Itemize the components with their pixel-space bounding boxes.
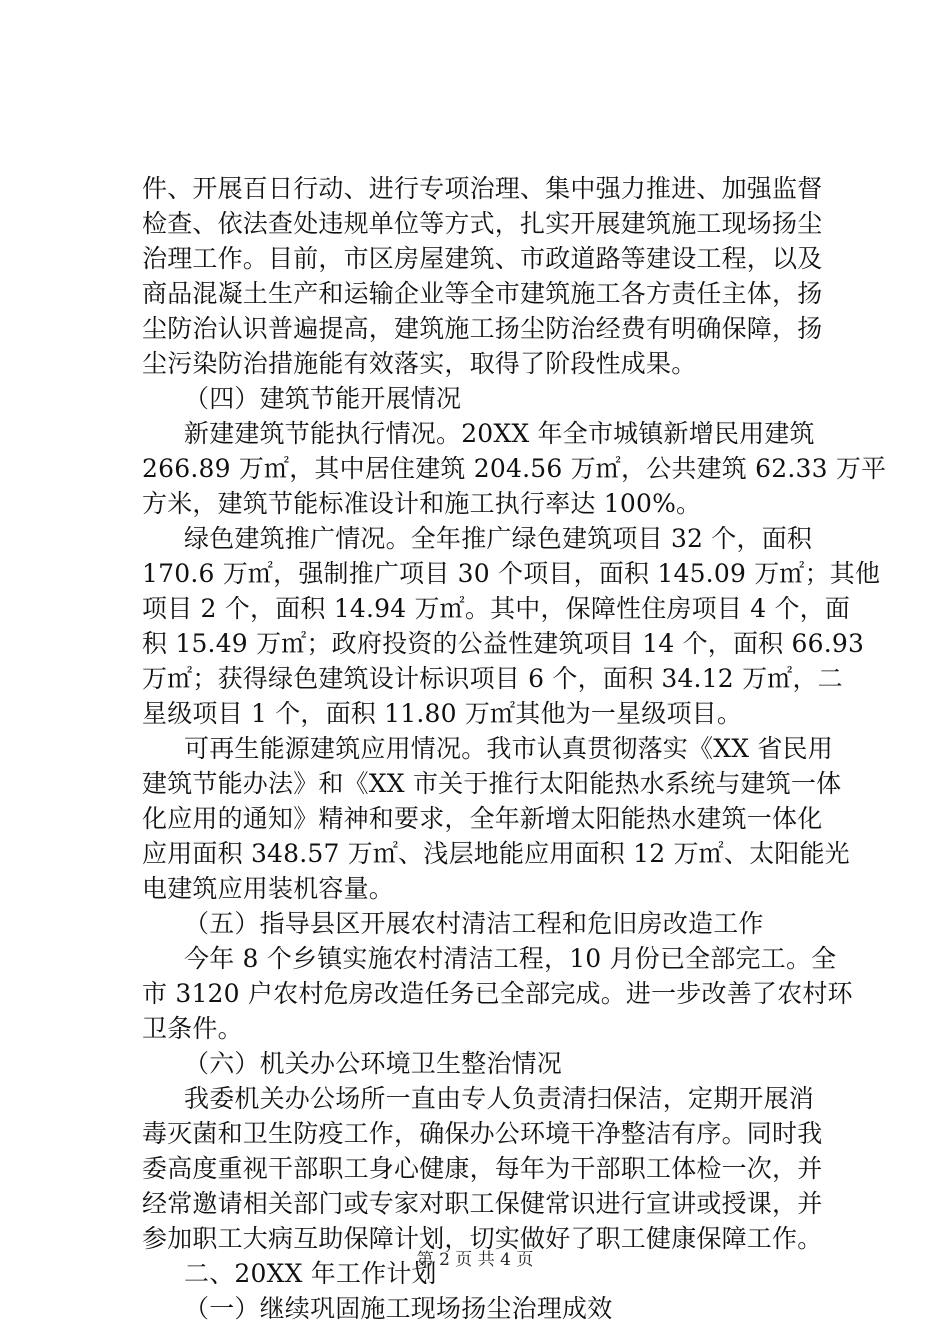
body-line: 治理工作。目前，市区房屋建筑、市政道路等建设工程，以及	[142, 244, 823, 273]
section-heading: （六）机关办公环境卫生整治情况	[184, 1049, 563, 1078]
body-line: 检查、依法查处违规单位等方式，扎实开展建筑施工现场扬尘	[142, 209, 823, 238]
body-line: 项目 2 个，面积 14.94 万㎡。其中，保障性住房项目 4 个，面	[142, 594, 851, 623]
body-line: 市 3120 户农村危房改造任务已全部完成。进一步改善了农村环	[142, 979, 853, 1008]
body-line: 化应用的通知》精神和要求，全年新增太阳能热水建筑一体化	[142, 804, 823, 833]
body-line: 积 15.49 万㎡；政府投资的公益性建筑项目 14 个，面积 66.93	[142, 629, 865, 658]
section-heading: （四）建筑节能开展情况	[184, 384, 462, 413]
body-line: 委高度重视干部职工身心健康，每年为干部职工体检一次，并	[142, 1154, 823, 1183]
body-line: 应用面积 348.57 万㎡、浅层地能应用面积 12 万㎡、太阳能光	[142, 839, 850, 868]
body-line: 尘防治认识普遍提高，建筑施工扬尘防治经费有明确保障，扬	[142, 314, 823, 343]
body-line: 170.6 万㎡，强制推广项目 30 个项目，面积 145.09 万㎡；其他	[142, 559, 881, 588]
paragraph-first-line: 我委机关办公场所一直由专人负责清扫保洁，定期开展消	[184, 1084, 815, 1113]
chapter-heading: 二、20XX 年工作计划	[184, 1259, 437, 1288]
body-line: 参加职工大病互助保障计划，切实做好了职工健康保障工作。	[142, 1224, 823, 1253]
body-line: 万㎡；获得绿色建筑设计标识项目 6 个，面积 34.12 万㎡，二	[142, 664, 843, 693]
body-line: 266.89 万㎡，其中居住建筑 204.56 万㎡，公共建筑 62.33 万平	[142, 454, 887, 483]
body-line: 卫条件。	[142, 1014, 243, 1043]
paragraph-first-line: 绿色建筑推广情况。全年推广绿色建筑项目 32 个，面积	[184, 524, 813, 553]
page-number-footer: 第 2 页 共 4 页	[416, 1250, 534, 1270]
paragraph-first-line: 今年 8 个乡镇实施农村清洁工程，10 月份已全部完工。全	[184, 944, 837, 973]
paragraph-first-line: 可再生能源建筑应用情况。我市认真贯彻落实《XX 省民用	[184, 734, 833, 763]
body-line: 件、开展百日行动、进行专项治理、集中强力推进、加强监督	[142, 174, 823, 203]
body-line: 毒灭菌和卫生防疫工作，确保办公环境干净整洁有序。同时我	[142, 1119, 823, 1148]
section-heading: （一）继续巩固施工现场扬尘治理成效	[184, 1294, 613, 1323]
paragraph-first-line: 新建建筑节能执行情况。20XX 年全市城镇新增民用建筑	[184, 419, 815, 448]
body-line: 方米，建筑节能标准设计和施工执行率达 100%。	[142, 489, 702, 518]
body-line: 建筑节能办法》和《XX 市关于推行太阳能热水系统与建筑一体	[142, 769, 842, 798]
body-line: 商品混凝土生产和运输企业等全市建筑施工各方责任主体，扬	[142, 279, 823, 308]
body-line: 尘污染防治措施能有效落实，取得了阶段性成果。	[142, 349, 697, 378]
section-heading: （五）指导县区开展农村清洁工程和危旧房改造工作	[184, 909, 764, 938]
body-line: 电建筑应用装机容量。	[142, 874, 395, 903]
body-line: 星级项目 1 个，面积 11.80 万㎡其他为一星级项目。	[142, 699, 743, 728]
body-line: 经常邀请相关部门或专家对职工保健常识进行宣讲或授课，并	[142, 1189, 823, 1218]
